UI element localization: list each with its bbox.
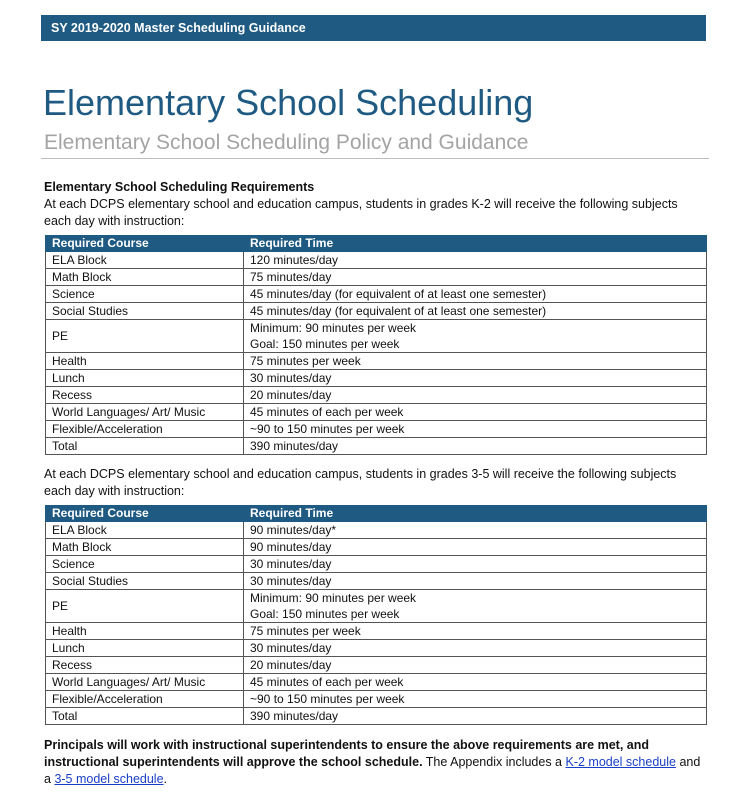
course-cell: Science <box>46 556 244 573</box>
time-cell: 20 minutes/day <box>244 387 707 404</box>
table-row <box>46 438 707 455</box>
time-cell: 45 minutes/day (for equivalent of at least one semester) <box>244 303 707 320</box>
time-cell: 45 minutes of each per week <box>244 404 707 421</box>
time-cell: ~90 to 150 minutes per week <box>244 421 707 438</box>
table-row <box>46 556 707 573</box>
time-cell: 30 minutes/day <box>244 556 707 573</box>
page-title: Elementary School Scheduling <box>43 82 534 123</box>
column-header-time: Required Time <box>244 236 707 252</box>
table-row <box>46 590 707 623</box>
time-cell: 75 minutes per week <box>244 353 707 370</box>
course-cell: Science <box>46 286 244 303</box>
course-cell: Total <box>46 438 244 455</box>
table-row <box>46 404 707 421</box>
time-cell: 30 minutes/day <box>244 370 707 387</box>
35-model-schedule-link[interactable]: 3-5 model schedule <box>54 772 164 786</box>
table-row <box>46 303 707 320</box>
footer-paragraph <box>44 737 706 788</box>
course-cell: ELA Block <box>46 252 244 269</box>
title-divider <box>41 158 709 159</box>
course-cell: Math Block <box>46 269 244 286</box>
header-banner: SY 2019-2020 Master Scheduling Guidance <box>41 15 706 41</box>
table-row <box>46 353 707 370</box>
footer-text: The Appendix includes a <box>422 755 566 769</box>
course-cell: Lunch <box>46 370 244 387</box>
time-cell: 390 minutes/day <box>244 708 707 725</box>
k2-model-schedule-link[interactable]: K-2 model schedule <box>565 755 676 769</box>
table-row <box>46 573 707 590</box>
course-cell: ELA Block <box>46 522 244 539</box>
course-cell: Math Block <box>46 539 244 556</box>
time-cell: 90 minutes/day <box>244 539 707 556</box>
course-cell: Social Studies <box>46 303 244 320</box>
table-row <box>46 539 707 556</box>
table-row <box>46 370 707 387</box>
table-row <box>46 657 707 674</box>
column-header-course: Required Course <box>46 236 244 252</box>
table-header-row <box>46 506 707 522</box>
k2-intro: At each DCPS elementary school and education campus, students in grades K-2 will receive the following subjects each day with instruction: <box>44 197 678 228</box>
table-row <box>46 708 707 725</box>
time-cell: 45 minutes of each per week <box>244 674 707 691</box>
table-row <box>46 691 707 708</box>
g35-intro: At each DCPS elementary school and education campus, students in grades 3-5 will receive the following subjects each day with instruction: <box>44 467 677 498</box>
table-row <box>46 286 707 303</box>
table-row <box>46 522 707 539</box>
time-cell: 75 minutes per week <box>244 623 707 640</box>
course-cell: PE <box>46 590 244 623</box>
course-cell: World Languages/ Art/ Music <box>46 674 244 691</box>
table-header-row <box>46 236 707 252</box>
course-cell: Flexible/Acceleration <box>46 421 244 438</box>
table-row <box>46 320 707 353</box>
time-cell: ~90 to 150 minutes per week <box>244 691 707 708</box>
course-cell: Flexible/Acceleration <box>46 691 244 708</box>
column-header-course: Required Course <box>46 506 244 522</box>
course-cell: Health <box>46 623 244 640</box>
footer-text: . <box>163 772 168 786</box>
time-cell: 390 minutes/day <box>244 438 707 455</box>
time-cell: 30 minutes/day <box>244 640 707 657</box>
time-cell: 30 minutes/day <box>244 573 707 590</box>
table-row <box>46 252 707 269</box>
course-cell: Social Studies <box>46 573 244 590</box>
time-line: Goal: 150 minutes per week <box>250 337 400 351</box>
time-cell: 120 minutes/day <box>244 252 707 269</box>
table-row <box>46 623 707 640</box>
course-cell: Recess <box>46 387 244 404</box>
course-cell: Total <box>46 708 244 725</box>
time-line: Minimum: 90 minutes per week <box>250 591 417 605</box>
course-cell: World Languages/ Art/ Music <box>46 404 244 421</box>
footer-text: and a <box>44 755 701 786</box>
column-header-time: Required Time <box>244 506 707 522</box>
time-line: Minimum: 90 minutes per week <box>250 321 417 335</box>
time-cell: 90 minutes/day* <box>244 522 707 539</box>
course-cell: Lunch <box>46 640 244 657</box>
course-cell: Recess <box>46 657 244 674</box>
time-cell: 20 minutes/day <box>244 657 707 674</box>
time-cell <box>244 320 707 353</box>
course-cell: Health <box>46 353 244 370</box>
section-heading: Elementary School Scheduling Requirements <box>44 180 315 194</box>
table-row <box>46 269 707 286</box>
g35-requirements-table <box>45 505 707 725</box>
course-cell: PE <box>46 320 244 353</box>
time-cell: 45 minutes/day (for equivalent of at least one semester) <box>244 286 707 303</box>
k2-requirements-table <box>45 235 707 455</box>
page-subtitle: Elementary School Scheduling Policy and Guidance <box>44 131 529 154</box>
table-row <box>46 674 707 691</box>
time-cell: 75 minutes/day <box>244 269 707 286</box>
time-cell <box>244 590 707 623</box>
table-row <box>46 387 707 404</box>
time-line: Goal: 150 minutes per week <box>250 607 400 621</box>
footer-bold-text: Principals will work with instructional superintendents to ensure the above requirements are met, and instructional superintendents will approve the school schedule. <box>44 738 649 769</box>
table-row <box>46 640 707 657</box>
table-row <box>46 421 707 438</box>
